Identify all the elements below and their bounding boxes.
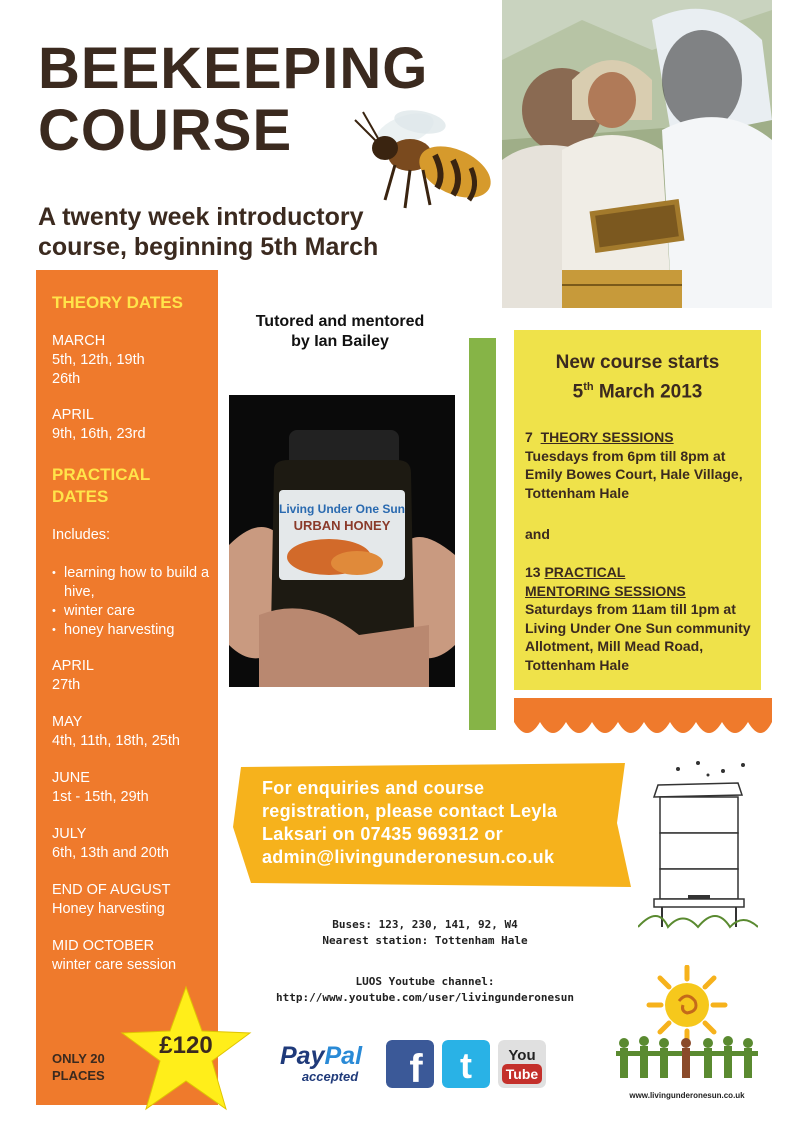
scallop-decoration [514, 698, 772, 744]
title-line-2: COURSE [38, 98, 293, 163]
practical-heading-line-2: DATES [52, 487, 109, 506]
theory-april [52, 406, 146, 444]
website-url[interactable]: www.livingunderonesun.co.uk [629, 1091, 745, 1100]
theory-sessions-details: Tuesdays from 6pm till 8pm at Emily Bowes Court, Hale Village, Tottenham Hale [525, 447, 743, 501]
list-item: • winter care [52, 602, 212, 621]
practical-april [52, 657, 94, 695]
practical-june [52, 769, 149, 807]
practical-may [52, 713, 180, 751]
practical-sessions-label: 13 PRACTICAL [525, 564, 626, 580]
transport-info [290, 917, 560, 949]
green-divider [469, 338, 496, 730]
includes-label: Includes: [52, 527, 111, 543]
dates-text: 26th [52, 371, 81, 387]
svg-text:f: f [409, 1047, 423, 1088]
price-label: £120 [159, 1032, 213, 1059]
dates-text: 9th, 16th, 23rd [52, 426, 146, 442]
youtube-url-link[interactable]: http://www.youtube.com/user/livingunderonesun [275, 991, 574, 1004]
bee-illustration [345, 100, 510, 215]
theory-march [52, 332, 145, 389]
practical-heading-line-1: PRACTICAL [52, 465, 151, 484]
youtube-icon[interactable] [498, 1040, 546, 1088]
practical-sessions-label-2: MENTORING SESSIONS [525, 582, 686, 599]
practical-august [52, 881, 170, 919]
subtitle-line-2: course, beginning 5th March [38, 233, 379, 261]
list-item: • honey harvesting [52, 621, 212, 640]
heading-line-1: New course starts [555, 352, 720, 373]
dates-text: 6th, 13th and 20th [52, 845, 169, 861]
jar-label-line-2: URBAN HONEY [293, 518, 391, 533]
tutor-text [230, 312, 450, 352]
includes-list [52, 564, 212, 640]
svg-text:Tube: Tube [505, 1066, 539, 1082]
dates-text: winter care session [52, 957, 177, 973]
buses-text: Buses: 123, 230, 141, 92, W4 [332, 918, 518, 931]
course-start-heading [514, 350, 761, 404]
list-item: • learning how to build a hive, [52, 564, 212, 602]
enquiry-text [262, 777, 622, 869]
only-line-2: PLACES [52, 1068, 105, 1083]
and-text: and [525, 526, 550, 542]
tutor-line-1: Tutored and mentored [255, 313, 425, 330]
month-label: APRIL [52, 658, 94, 674]
paypal-accepted: accepted [301, 1069, 359, 1084]
month-label: MARCH [52, 333, 106, 349]
tutor-line-2: by Ian Bailey [291, 333, 389, 350]
beehive-icon [638, 755, 758, 930]
jar-label-line-1: Living Under One Sun [278, 502, 406, 516]
enquiry-line-1: For enquiries and course [262, 778, 485, 798]
practical-dates-heading [52, 464, 150, 508]
paypal-wordmark: PayPal [280, 1042, 363, 1070]
month-label: MAY [52, 714, 83, 730]
month-label: MID OCTOBER [52, 938, 155, 954]
paypal-logo [280, 1043, 380, 1084]
practical-july [52, 825, 169, 863]
living-under-one-sun-logo [612, 965, 762, 1105]
twitter-icon[interactable] [442, 1040, 490, 1088]
dates-text: 5th, 12th, 19th [52, 352, 145, 368]
facebook-icon[interactable] [386, 1040, 434, 1088]
practical-sessions-details: Saturdays from 11am till 1pm at Living Under One Sun community Allotment, Mill Mead Road, Tottenham Hale [525, 601, 751, 673]
month-label: END OF AUGUST [52, 882, 171, 898]
month-label: JULY [52, 826, 87, 842]
enquiry-line-2: registration, please contact Leyla [262, 801, 558, 821]
beekeepers-photo [502, 0, 772, 308]
dates-text: Honey harvesting [52, 901, 165, 917]
station-text: Nearest station: Tottenham Hale [322, 934, 528, 947]
theory-dates-heading: THEORY DATES [52, 293, 183, 312]
dates-text: 1st - 15th, 29th [52, 789, 149, 805]
only-places [52, 1050, 132, 1084]
svg-text:t: t [460, 1045, 472, 1086]
youtube-channel [250, 974, 600, 1006]
theory-sessions [525, 428, 755, 502]
practical-october [52, 937, 176, 975]
dates-text: 4th, 11th, 18th, 25th [52, 733, 180, 749]
dates-text: 27th [52, 677, 81, 693]
title-line-1: BEEKEEPING [38, 36, 429, 101]
subtitle-line-1: A twenty week introductory [38, 203, 364, 231]
only-line-1: ONLY 20 [52, 1051, 105, 1066]
month-label: APRIL [52, 407, 94, 423]
month-label: JUNE [52, 770, 90, 786]
enquiry-line-3: Laksari on 07435 969312 or [262, 824, 503, 844]
practical-sessions [525, 563, 755, 674]
subtitle [38, 202, 378, 262]
youtube-label: LUOS Youtube channel: [355, 975, 495, 988]
honey-jar-photo [229, 395, 455, 687]
enquiry-email-link[interactable]: admin@livingunderonesun.co.uk [262, 847, 555, 867]
heading-line-2: 5th March 2013 [572, 381, 703, 403]
theory-sessions-label: 7 THEORY SESSIONS [525, 429, 674, 445]
svg-text:You: You [508, 1047, 536, 1064]
